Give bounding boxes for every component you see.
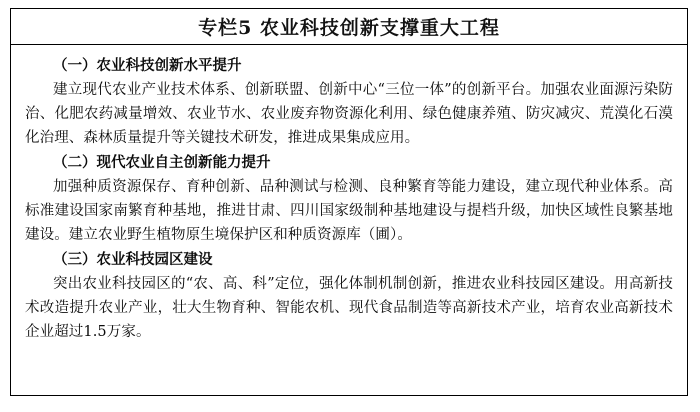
callout-body	[11, 45, 687, 351]
section-one	[25, 54, 673, 150]
page-title: 专栏5 农业科技创新支撑重大工程	[198, 17, 500, 39]
section-three	[25, 248, 673, 344]
section-one-heading: （一）农业科技创新水平提升	[53, 57, 242, 74]
section-two	[25, 151, 673, 247]
section-one-paragraph: 建立现代农业产业技术体系、创新联盟、创新中心“三位一体”的创新平台。加强农业面源污染防治、化肥农药减量增效、农业节水、农业废弃物资源化利用、绿色健康养殖、防灾减灾、荒漠化石漠化治理、森林质量提升等关键技术研发，推进成果集成应用。	[25, 82, 673, 146]
callout-box	[10, 8, 688, 396]
section-three-heading: （三）农业科技园区建设	[53, 251, 213, 268]
section-three-paragraph: 突出农业科技园区的“农、高、科”定位，强化体制机制创新，推进农业科技园区建设。用高新技术改造提升农业产业，壮大生物育种、智能农机、现代食品制造等高新技术产业，培育农业高新技术企业超过1.5万家。	[25, 276, 673, 340]
section-two-paragraph: 加强种质资源保存、育种创新、品种测试与检测、良种繁育等能力建设，建立现代种业体系。高标准建设国家南繁育种基地，推进甘肃、四川国家级制种基地建设与提档升级，加快区域性良繁基地建设。建立农业野生植物原生境保护区和种质资源库（圃）。	[25, 179, 673, 243]
section-two-heading: （二）现代农业自主创新能力提升	[53, 154, 271, 171]
callout-title-bar	[11, 9, 687, 45]
